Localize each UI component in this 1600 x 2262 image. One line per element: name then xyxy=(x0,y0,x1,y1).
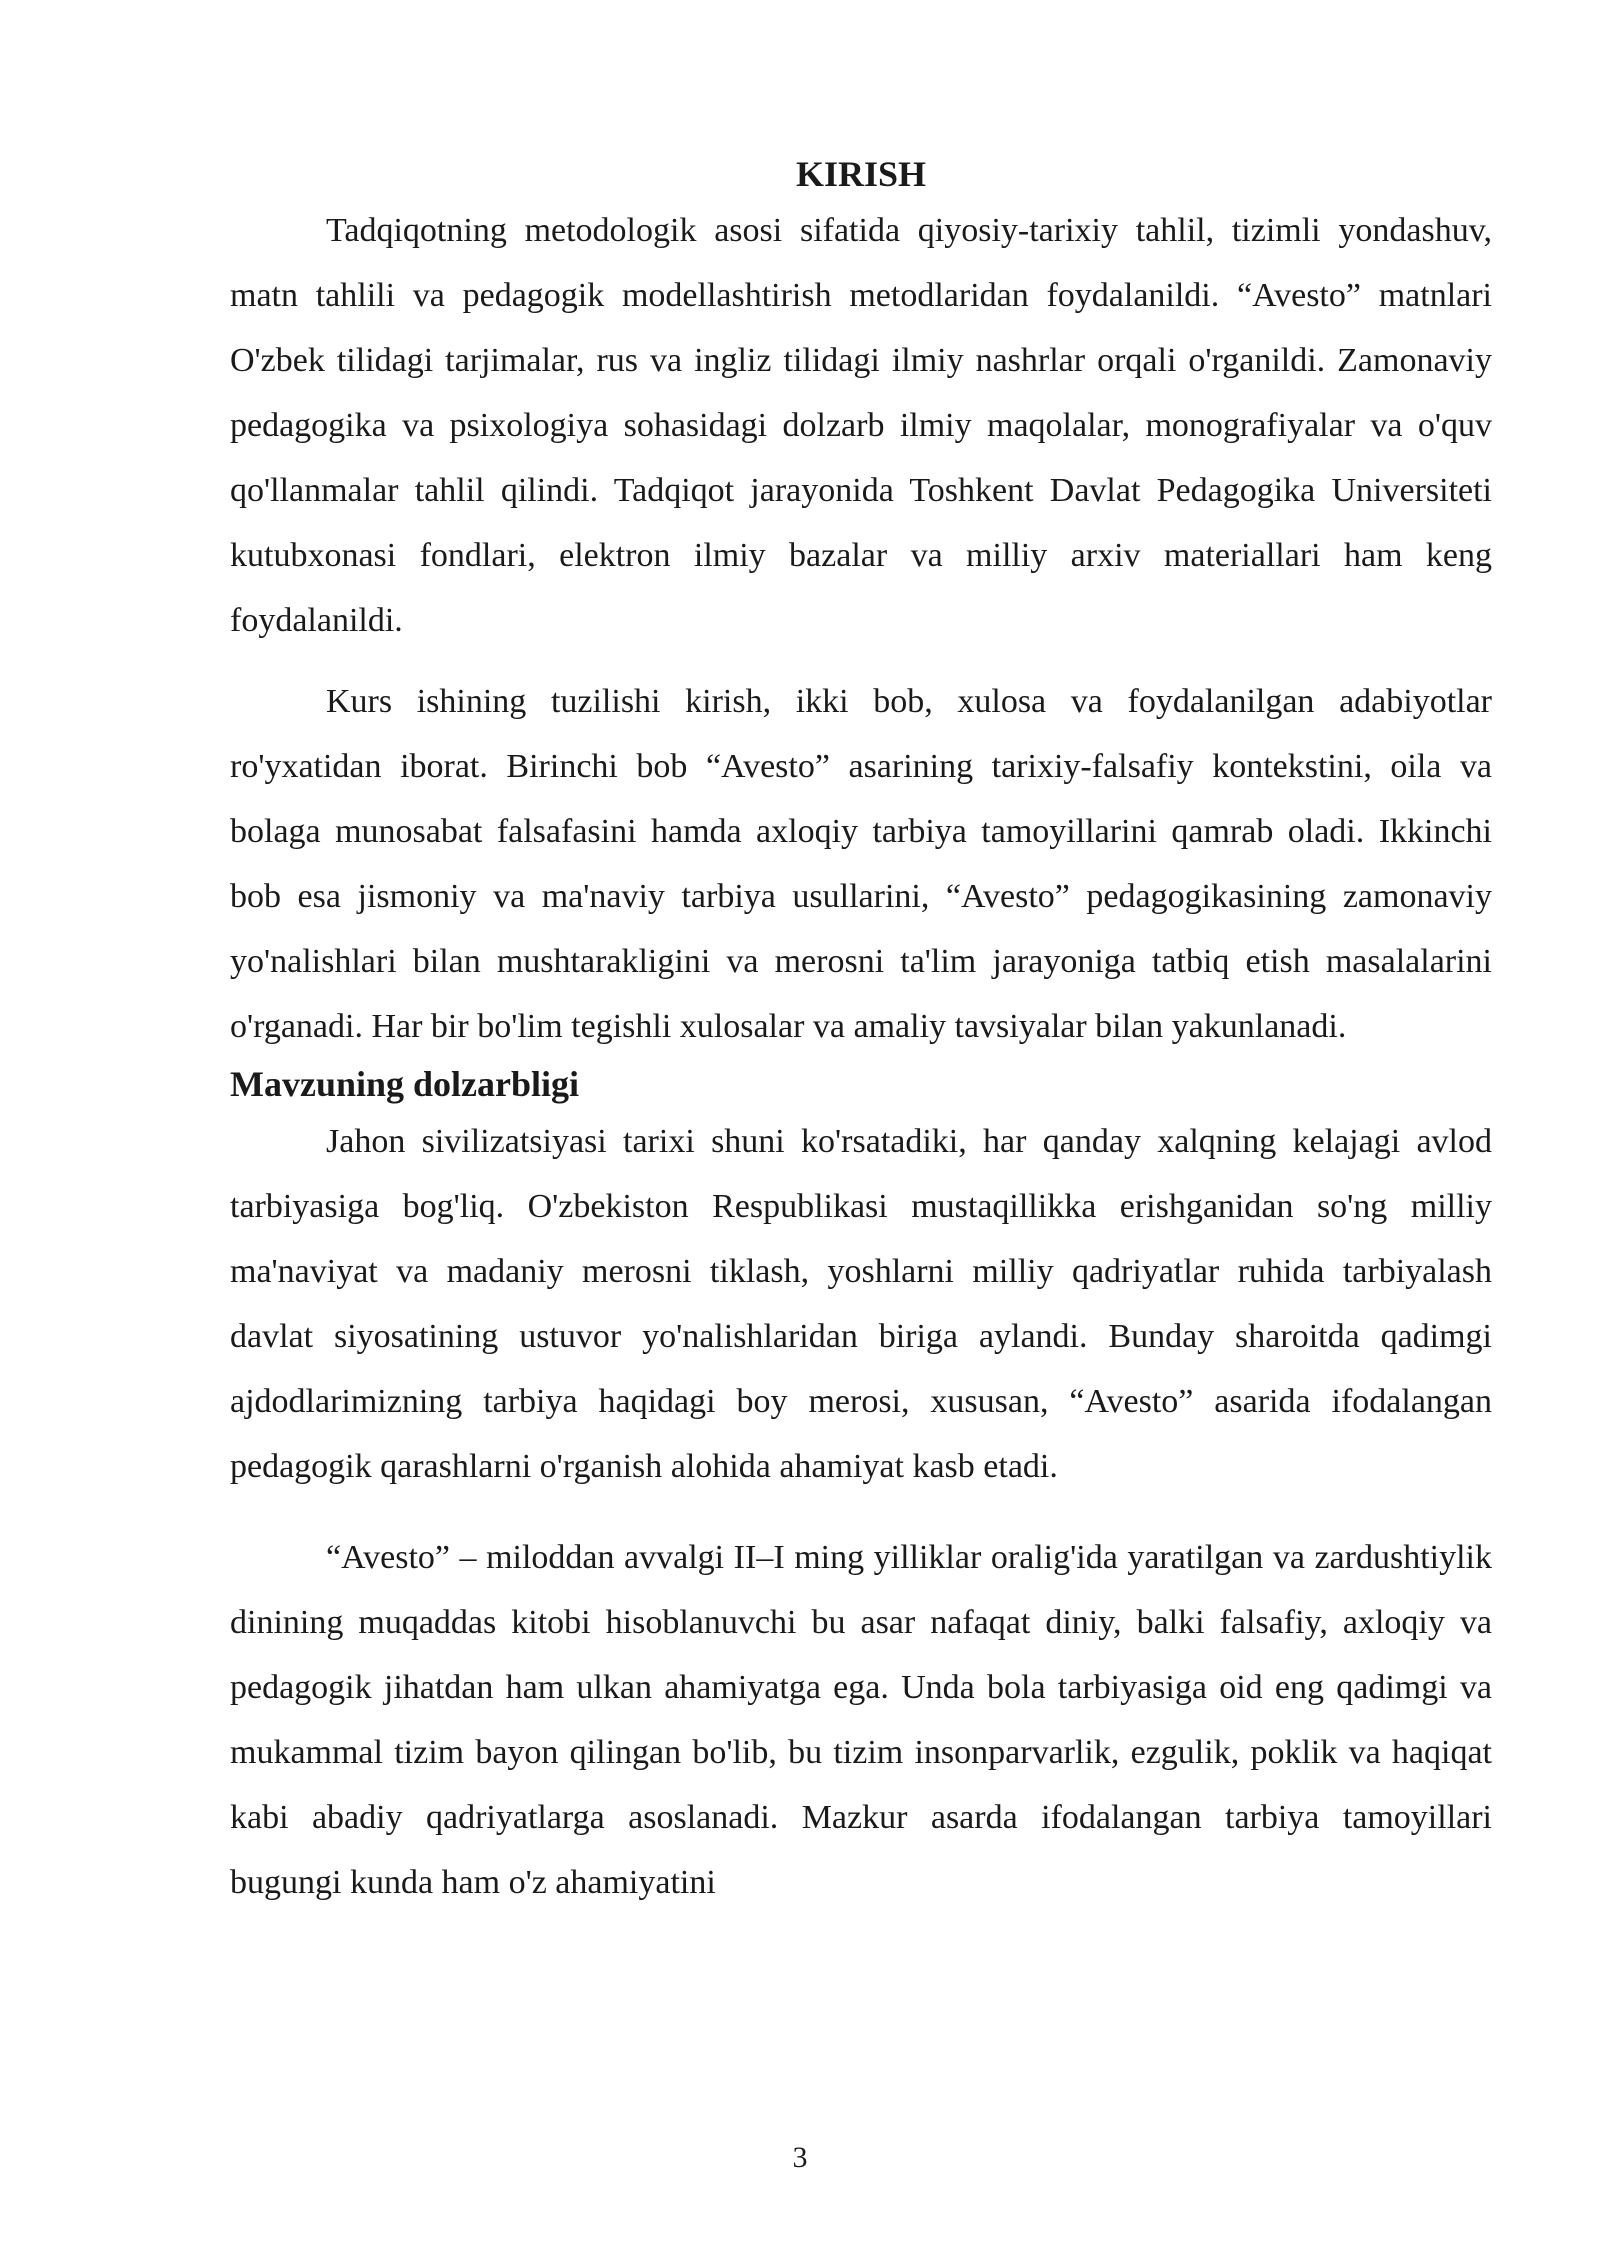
page-number: 3 xyxy=(792,2141,808,2174)
body-paragraph-avesto: “Avesto” – miloddan avvalgi II–I ming yilliklar oralig'ida yaratilgan va zardushtiylik dinining muqaddas kitobi hisoblanuvchi bu asar nafaqat diniy, balki falsafiy, axloqiy va pedagogik jihatdan ham ulkan ahamiyatga ega. Unda bola tarbiyasiga oid eng qadimgi va mukammal tizim bayon qilingan bo'lib, bu tizim insonparvarlik, ezgulik, poklik va haqiqat kabi abadiy qadriyatlarga asoslanadi. Mazkur asarda ifodalangan tarbiya tamoyillari bugungi kunda ham o'z ahamiyatini xyxy=(230,1539,1492,1901)
section-heading: Mavzuning dolzarbligi xyxy=(230,1064,580,1104)
body-paragraph-methodology: Tadqiqotning metodologik asosi sifatida qiyosiy-tarixiy tahlil, tizimli yondashuv, matn tahlili va pedagogik modellashtirish metodlaridan foydalanildi. “Avesto” matnlari O'zbek tilidagi tarjimalar, rus va ingliz tilidagi ilmiy nashrlar orqali o'rganildi. Zamonaviy pedagogika va psixologiya sohasidagi dolzarb ilmiy maqolalar, monografiyalar va o'quv qo'llanmalar tahlil qilindi. Tadqiqot jarayonida Toshkent Davlat Pedagogika Universiteti kutubxonasi fondlari, elektron ilmiy bazalar va milliy arxiv materiallari ham keng foydalanildi. xyxy=(230,212,1492,639)
page-title: KIRISH xyxy=(795,154,927,194)
document-page xyxy=(230,150,1492,1915)
body-paragraph-relevance: Jahon sivilizatsiyasi tarixi shuni ko'rsatadiki, har qanday xalqning kelajagi avlod tarbiyasiga bog'liq. O'zbekiston Respublikasi mustaqillikka erishganidan so'ng milliy ma'naviyat va madaniy merosni tiklash, yoshlarni milliy qadriyatlar ruhida tarbiyalash davlat siyosatining ustuvor yo'nalishlaridan biriga aylandi. Bunday sharoitda qadimgi ajdodlarimizning tarbiya haqidagi boy merosi, xususan, “Avesto” asarida ifodalangan pedagogik qarashlarni o'rganish alohida ahamiyat kasb etadi. xyxy=(230,1123,1492,1485)
body-paragraph-structure: Kurs ishining tuzilishi kirish, ikki bob, xulosa va foydalanilgan adabiyotlar ro'yxatidan iborat. Birinchi bob “Avesto” asarining tarixiy-falsafiy kontekstini, oila va bolaga munosabat falsafasini hamda axloqiy tarbiya tamoyillarini qamrab oladi. Ikkinchi bob esa jismoniy va ma'naviy tarbiya usullarini, “Avesto” pedagogikasining zamonaviy yo'nalishlari bilan mushtarakligini va merosni ta'lim jarayoniga tatbiq etish masalalarini o'rganadi. Har bir bo'lim tegishli xulosalar va amaliy tavsiyalar bilan yakunlanadi. xyxy=(230,683,1492,1045)
